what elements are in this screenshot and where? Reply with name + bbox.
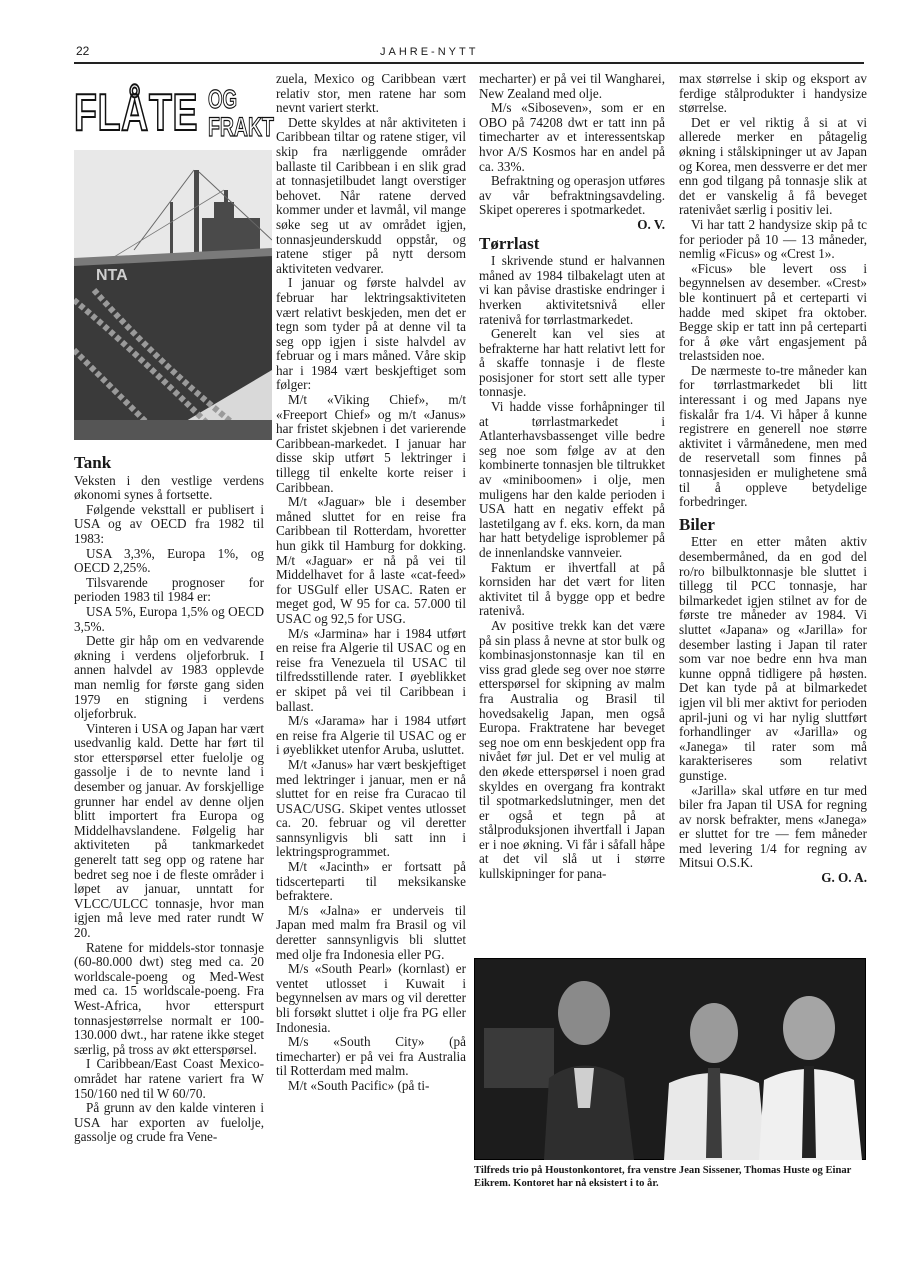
signature-ov: O. V. — [637, 217, 665, 232]
paragraph: De nærmeste to-tre måneder kan for tørrlastmarkedet bli litt interessant i og med Japans nye fiskalår fra 1/4. Vi håper å kunne registrere en generell noe større aktivitet i vårmånedene, men med de reservetall som finnes på tonnasjesiden er mulighetene små til å oppleve betydelige forbedringer. — [679, 362, 867, 510]
signature-goa: G. O. A. — [821, 871, 867, 886]
paragraph: Veksten i den vestlige verdens økonomi synes å fortsette. — [74, 472, 264, 503]
ship-photo — [74, 150, 272, 440]
paragraph: Generelt kan vel sies at befrakterne har hatt relativt lett for å skaffe tonnasje i de fleste posisjoner for stort sett alle typer tonnasje. — [479, 326, 665, 400]
heading-tank: Tank — [74, 453, 112, 472]
paragraph: I januar og første halvdel av februar har lektringsaktiviteten vært relativt beskjeden, men det er tegn som tyder på at denne vil ta seg opp igjen i siste halvdel av februar og i mars måned. Våre skip har i 1984 vært beskjeftiget som følger: — [276, 275, 466, 393]
column-2 — [276, 72, 466, 1094]
paragraph: I skrivende stund er halvannen måned av 1984 tilbakelagt uten at vi kan påvise drastiske endringer i hverken aktivitetsnivå eller ratenivå for tørrlastmarkedet. — [479, 253, 665, 327]
paragraph: Befraktning og operasjon utføres av vår befraktningsavdeling. Skipet opereres i spotmarkedet. — [479, 173, 665, 218]
column-tank — [74, 453, 264, 1145]
paragraph: Tilsvarende prognoser for perioden 1983 til 1984 er: — [74, 574, 264, 605]
header-rule — [74, 62, 864, 64]
paragraph: M/s «South City» (på timecharter) er på vei fra Australia til Rotterdam med malm. — [276, 1034, 466, 1079]
paragraph: Vinteren i USA og Japan har vært usedvanlig kald. Dette har ført til stor etterspørsel etter fuelolje og gassolje i de to nevnte land i desember og januar. Av forskjellige grunner har endel av denne oljen blitt importert fra Europa og Middelhavslandene. Følgelig har aktiviteten på tankmarkedet generelt tatt seg opp og ratene har bedret seg noe i de fleste områder i løpet av januar, unntatt for VLCC/ULCC tonnasje, hvor man igjen må leve med rater rundt W 20. — [74, 720, 264, 940]
title-main: FLÅTE — [74, 84, 199, 142]
paragraph: I Caribbean/East Coast Mexico-området har ratene variert fra W 150/160 ned til W 60/70. — [74, 1056, 264, 1101]
paragraph: Dette gir håp om en vedvarende økning i verdens oljeforbruk. I annen halvdel av 1983 opplevde man nemlig for første gang siden 1979 en stigning i verdens oljeforbruk. — [74, 633, 264, 722]
paragraph: «Ficus» ble levert oss i begynnelsen av desember. «Crest» ble kontinuert på et certeparti vi hadde med skipet fra oktober. Begge skip er tatt inn på certeparti for å øke vårt engasjement på trelastsiden noe. — [679, 260, 867, 364]
paragraph: M/t «Jacinth» er fortsatt på tidscerteparti til meksikanske befraktere. — [276, 859, 466, 904]
title-frakt: FRAKT — [208, 112, 274, 142]
paragraph: Av positive trekk kan det være på sin plass å nevne at stor bulk og kombinasjonstonnasje kan til en viss grad glede seg over noe større etterspørsel for skipning av malm fra Australia og Brasil til hovedsakelig Japan, men også Europa. Fraktratene har beveget seg noe om enn beskjedent opp fra nivået før jul. Det er vel mulig at den økede etterspørsel i noen grad skyldes en overgang fra kontrakt til spotmarkedslutninger, men det er også et tegn på at stålproduksjonen ihvertfall i Japan er i noe økning. Vi får i såfall håpe at det vil slå ut i større kullskipninger for pana- — [479, 617, 665, 882]
paragraph: Vi har tatt 2 handysize skip på tc for perioder på 10 — 13 måneder, nemlig «Ficus» og «Crest 1». — [679, 216, 867, 262]
paragraph: M/t «Jaguar» ble i desember måned sluttet for en reise fra Caribbean til Rotterdam, hvoretter hun gikk til Hamburg for dokking. M/t «Jaguar» er nå på vei til Middelhavet for å laste «cat-feed» for USGulf eller USAC. Raten er meget god, W 95 for ca. 57.000 til USAC og 92,5 for USG. — [276, 494, 466, 626]
paragraph: zuela, Mexico og Caribbean vært relativ stor, men ratene har som nevnt variert sterkt. — [276, 71, 466, 116]
column-3 — [479, 72, 665, 882]
paragraph: Dette skyldes at når aktiviteten i Caribbean tiltar og ratene stiger, vil skip fra nærliggende områder ballaste til Caribbean i en slik grad at tonnasjetilbudet langt overstiger behovet. Når ratene derved kommer under et lavmål, vil mange søke seg ut av området igjen, tonnasjeunderskudd oppstår, og ratene stiger på nytt dersom aktiviteten vedvarer. — [276, 114, 466, 276]
group-photo — [474, 958, 866, 1160]
paragraph: Vi hadde visse forhåpninger til at tørrlastmarkedet i Atlanterhavsbassenget ville bedre seg noe som følge av at den kombinerte tonnasjen ble tiltrukket av «miniboomen» i olje, men muligens har den kalde perioden i USA hatt en negativ effekt på lastetilgang av f. eks. korn, da man har hatt betydelige isproblemer på de innenlandske vannveier. — [479, 399, 665, 560]
paragraph: M/s «Jarmina» har i 1984 utført en reise fra Algerie til USAC og en reise fra Venezuela til USAC til tilfredsstillende rater. I øyeblikket er skipet på vei til Caribbean i ballast. — [276, 625, 466, 714]
paragraph: Ratene for middels-stor tonnasje (60-80.000 dwt) steg med ca. 20 worldscale-poeng og Med-West med ca. 15 worldscale-poeng. Fra West-Africa, hvor etterspurt tonnasjestørrelse normalt er 100-130.000 dwt., har ratene ikke steget særlig, på tross av økt etterspørsel. — [74, 939, 264, 1057]
paragraph: mecharter) er på vei til Wangharei, New Zealand med olje. — [479, 71, 665, 101]
paragraph: M/t «Janus» har vært beskjeftiget med lektringer i januar, men er nå sluttet for en reise fra Curacao til USAC/USG. Skipet ventes utlosset ca. 20. februar og vil deretter sannsynligvis bli satt inn i lektringsprogrammet. — [276, 756, 466, 860]
paragraph: M/t «Viking Chief», m/t «Freeport Chief» og m/t «Janus» har fristet skjebnen i det varierende Caribbean-markedet. I januar har disse skip utført 5 lektringer i tillegg til enkelte korte reiser i Caribbean. — [276, 392, 466, 495]
paragraph: M/s «Jalna» er underveis til Japan med malm fra Brasil og vil deretter sannsynligvis bli sluttet med olje fra Indonesia eller PG. — [276, 902, 466, 962]
paragraph: Det er vel riktig å si at vi allerede merker en påtagelig økning i stålskipninger ut av Japan og Korea, men dessverre er det mer enn god tilgang på tonnasje slik at det er vanskelig å få beveget ratenivået særlig i positiv lei. — [679, 114, 867, 218]
paragraph: På grunn av den kalde vinteren i USA har exporten av fuelolje, gassolje og crude fra Vene- — [74, 1100, 264, 1145]
paragraph: USA 5%, Europa 1,5% og OECD 3,5%. — [74, 603, 264, 634]
paragraph: Faktum er ihvertfall at på kornsiden har det vært for liten aktivitet til å bygge opp et bedre ratenivå. — [479, 559, 665, 619]
heading-biler: Biler — [679, 514, 715, 534]
title-og: OG — [208, 84, 238, 114]
ship-name-text: NTA — [96, 267, 128, 284]
paragraph: Etter en etter måten aktiv desembermåned, da en god del ro/ro bilbulktonnasje ble sluttet i tillegg til PCC tonnasje, har bilmarkedet igjen stilnet av for de første tre måneder av 1984. Vi sluttet «Japana» og «Jarilla» for desember lasting i Japan til rater som var noe bedre enn hva man kunne oppnå tidligere på høsten. Det kan tyde på at bilmarkedet igjen vil bli mer aktivt for perioden april-juni og vi har nylig sluttført forhandlinger av «Jarilla» og «Janega» til rater som må karakteriseres som relativt gunstige. — [679, 534, 867, 783]
paragraph: «Jarilla» skal utføre en tur med biler fra Japan til USA for regning av norsk befrakter, mens «Janega» er sluttet for tre — fem måneder med levering 1/4 for regning av Mitsui O.S.K. — [679, 782, 867, 871]
paragraph: max størrelse i skip og eksport av ferdige stålprodukter i handysize størrelse. — [679, 71, 867, 116]
heading-torrlast: Tørrlast — [479, 233, 540, 253]
page-number: 22 — [76, 44, 90, 58]
paragraph: M/s «Siboseven», som er en OBO på 74208 dwt er tatt inn på timecharter av et interessentskap hvor A/S Kosmos har en andel på ca. 33%. — [479, 100, 665, 174]
paragraph: M/s «South Pearl» (kornlast) er ventet utlosset i Kuwait i begynnelsen av mars og vil deretter bli forsøkt sluttet i olje fra PG eller Indonesia. — [276, 961, 466, 1035]
paragraph: Følgende veksttall er publisert i USA og av OECD fra 1982 til 1983: — [74, 501, 264, 546]
paragraph: M/t «South Pacific» (på ti- — [288, 1077, 430, 1093]
photo-caption: Tilfreds trio på Houstonkontoret, fra venstre Jean Sissener, Thomas Huste og Einar Eikrem. Kontoret har nå eksistert i to år. — [474, 1165, 852, 1189]
column-4 — [679, 72, 867, 886]
running-head: JAHRE-NYTT — [380, 46, 479, 58]
section-title — [74, 84, 274, 146]
paragraph: USA 3,3%, Europa 1%, og OECD 2,25%. — [74, 545, 264, 576]
paragraph: M/s «Jarama» har i 1984 utført en reise fra Algerie til USAC og er i øyeblikket utenfor Aruba, usluttet. — [276, 713, 466, 758]
